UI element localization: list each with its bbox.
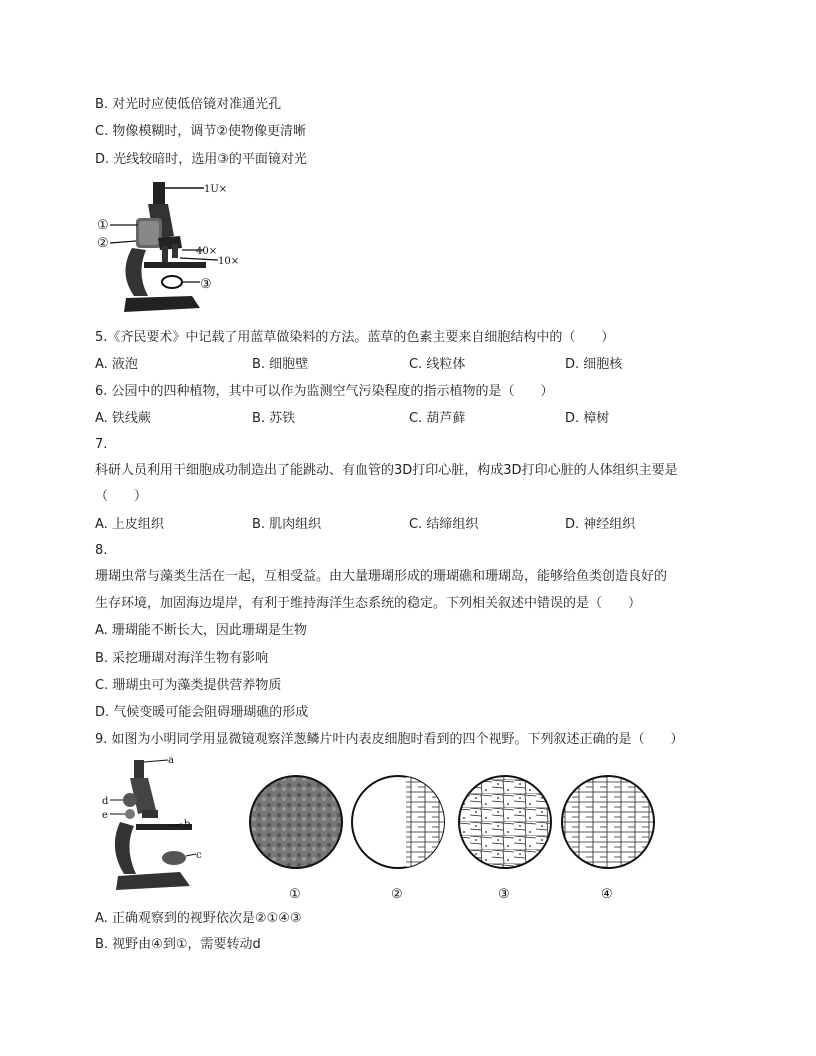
q4-label-1: ① (97, 218, 109, 233)
microscope-figure-q4 (96, 178, 256, 318)
q4-label-3: ③ (200, 277, 212, 292)
q6-option-d: D. 樟树 (565, 411, 610, 426)
q5-stem: 5.《齐民要术》中记载了用蓝草做染料的方法。蓝草的色素主要来自细胞结构中的（ ） (95, 330, 615, 345)
q9-label-b: b (184, 819, 191, 830)
q7-option-c: C. 结缔组织 (409, 517, 479, 532)
q8-stem-line2: 生存环境，加固海边堤岸，有利于维持海洋生态系统的稳定。下列相关叙述中错误的是（ ） (95, 596, 642, 611)
q5-option-a: A. 液泡 (95, 357, 138, 372)
q9-view-label-4: ④ (601, 887, 613, 902)
q8-option-d: D. 气候变暖可能会阻碍珊瑚礁的形成 (95, 705, 309, 720)
q9-view-label-3: ③ (498, 887, 510, 902)
q7-option-b: B. 肌肉组织 (252, 517, 322, 532)
q8-option-a: A. 珊瑚能不断长大，因此珊瑚是生物 (95, 623, 307, 638)
q4-mag-top-label: 1U× (204, 184, 228, 195)
q6-option-b: B. 苏铁 (252, 411, 296, 426)
q4-mag-40-label: 40× (196, 246, 218, 257)
q7-stem-line2: （ ） (95, 489, 148, 504)
q9-option-a: A. 正确观察到的视野依次是②①④③ (95, 911, 302, 926)
q4-mag-10-label: 10× (218, 256, 240, 267)
q9-option-b: B. 视野由④到①，需要转动d (95, 937, 261, 952)
q9-view-label-2: ② (391, 887, 403, 902)
q6-option-c: C. 葫芦藓 (409, 411, 466, 426)
microscope-figure-q9 (96, 752, 666, 904)
q7-option-a: A. 上皮组织 (95, 517, 164, 532)
q6-stem: 6. 公园中的四种植物，其中可以作为监测空气污染程度的指示植物的是（ ） (95, 384, 554, 399)
q9-label-e: e (102, 810, 108, 821)
q8-number: 8. (95, 543, 108, 558)
q4-option-c: C. 物像模糊时，调节②使物像更清晰 (95, 124, 306, 139)
q4-option-b: B. 对光时应使低倍镜对准通光孔 (95, 97, 282, 112)
q5-option-d: D. 细胞核 (565, 357, 623, 372)
q9-label-c: c (196, 850, 202, 861)
q5-option-b: B. 细胞壁 (252, 357, 309, 372)
q5-option-c: C. 线粒体 (409, 357, 466, 372)
q6-option-a: A. 铁线蕨 (95, 411, 151, 426)
q8-stem-line1: 珊瑚虫常与藻类生活在一起，互相受益。由大量珊瑚形成的珊瑚礁和珊瑚岛，能够给鱼类创造良好的 (95, 569, 668, 584)
q9-label-a: a (168, 755, 174, 766)
q8-option-c: C. 珊瑚虫可为藻类提供营养物质 (95, 678, 282, 693)
q7-option-d: D. 神经组织 (565, 517, 636, 532)
q7-stem-line1: 科研人员利用干细胞成功制造出了能跳动、有血管的3D打印心脏，构成3D打印心脏的人体组织主要是 (95, 463, 678, 478)
q9-view-label-1: ① (289, 887, 301, 902)
q7-number: 7. (95, 437, 108, 452)
q9-label-d: d (102, 796, 109, 807)
q4-label-2: ② (97, 236, 109, 251)
q9-stem: 9. 如图为小明同学用显微镜观察洋葱鳞片叶内表皮细胞时看到的四个视野。下列叙述正确的是（ ） (95, 732, 684, 747)
q8-option-b: B. 采挖珊瑚对海洋生物有影响 (95, 651, 269, 666)
q4-option-d: D. 光线较暗时，选用③的平面镜对光 (95, 152, 307, 167)
